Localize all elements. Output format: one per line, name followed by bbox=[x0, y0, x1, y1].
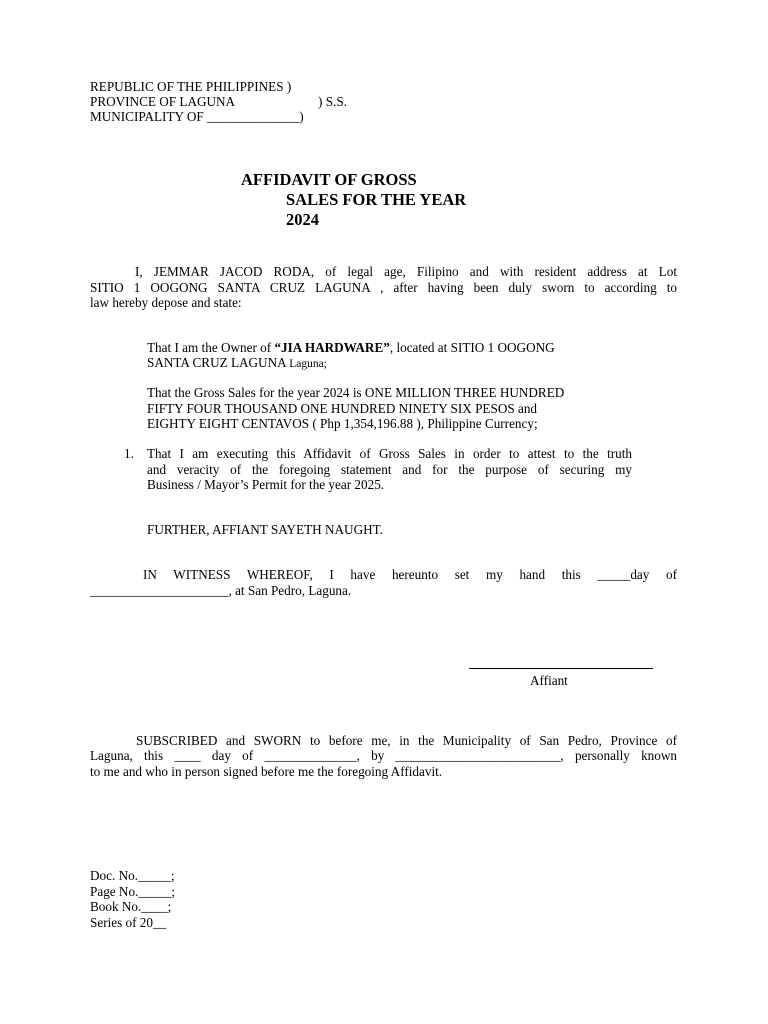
gross-sales-line1: That the Gross Sales for the year 2024 is ONE MILLION THREE HUNDRED bbox=[147, 385, 565, 400]
venue-ss: ) S.S. bbox=[318, 94, 347, 109]
witness-line1: IN WITNESS WHEREOF, I have hereunto set my hand this _____day of bbox=[143, 567, 677, 582]
gross-sales-line2: FIFTY FOUR THOUSAND ONE HUNDRED NINETY SIX PESOS and bbox=[147, 401, 538, 416]
business-name: “JIA HARDWARE” bbox=[274, 340, 390, 355]
notary-book-no: Book No.____; bbox=[90, 899, 172, 914]
intro-line2: SITIO 1 OOGONG SANTA CRUZ LAGUNA , after having been duly sworn to according to bbox=[90, 280, 677, 295]
notary-series: Series of 20__ bbox=[90, 915, 167, 930]
notary-doc-no: Doc. No._____; bbox=[90, 868, 175, 883]
purpose-line3: Business / Mayor’s Permit for the year 2025. bbox=[147, 477, 385, 492]
notary-page-no: Page No._____; bbox=[90, 884, 175, 899]
jurat-line1: SUBSCRIBED and SWORN to before me, in the Municipality of San Pedro, Province of bbox=[136, 733, 677, 748]
owner-address: SANTA CRUZ LAGUNA bbox=[147, 355, 290, 370]
page-title-line2: SALES FOR THE YEAR bbox=[286, 190, 467, 209]
witness-line2: _____________________, at San Pedro, Laguna. bbox=[90, 583, 352, 598]
purpose-line2: and veracity of the foregoing statement and for the purpose of securing my bbox=[147, 462, 632, 477]
owner-line1 bbox=[147, 340, 555, 356]
venue-republic: REPUBLIC OF THE PHILIPPINES ) bbox=[90, 79, 292, 94]
jurat-line2: Laguna, this ____ day of ______________, by _________________________, personally known bbox=[90, 748, 677, 763]
venue-province: PROVINCE OF LAGUNA bbox=[90, 94, 236, 109]
owner-address-small: Laguna; bbox=[289, 358, 327, 370]
affiant-label: Affiant bbox=[530, 673, 568, 688]
owner-prefix: That I am the Owner of bbox=[147, 340, 275, 355]
venue-municipality: MUNICIPALITY OF ______________) bbox=[90, 109, 304, 124]
gross-sales-line3: EIGHTY EIGHT CENTAVOS ( Php 1,354,196.88 ), Philippine Currency; bbox=[147, 416, 538, 431]
intro-line3: law hereby depose and state: bbox=[90, 295, 242, 310]
further-statement: FURTHER, AFFIANT SAYETH NAUGHT. bbox=[147, 522, 383, 537]
owner-suffix: , located at SITIO 1 OOGONG bbox=[389, 340, 555, 355]
page-title-line3: 2024 bbox=[286, 210, 319, 229]
jurat-line3: to me and who in person signed before me the foregoing Affidavit. bbox=[90, 764, 443, 779]
owner-line2 bbox=[147, 355, 327, 372]
intro-line1: I, JEMMAR JACOD RODA, of legal age, Filipino and with resident address at Lot bbox=[135, 264, 677, 279]
purpose-number: 1. bbox=[124, 446, 134, 461]
page-title-line1: AFFIDAVIT OF GROSS bbox=[241, 170, 417, 189]
signature-line bbox=[469, 668, 653, 669]
purpose-line1: That I am executing this Affidavit of Gross Sales in order to attest to the truth bbox=[147, 446, 632, 461]
